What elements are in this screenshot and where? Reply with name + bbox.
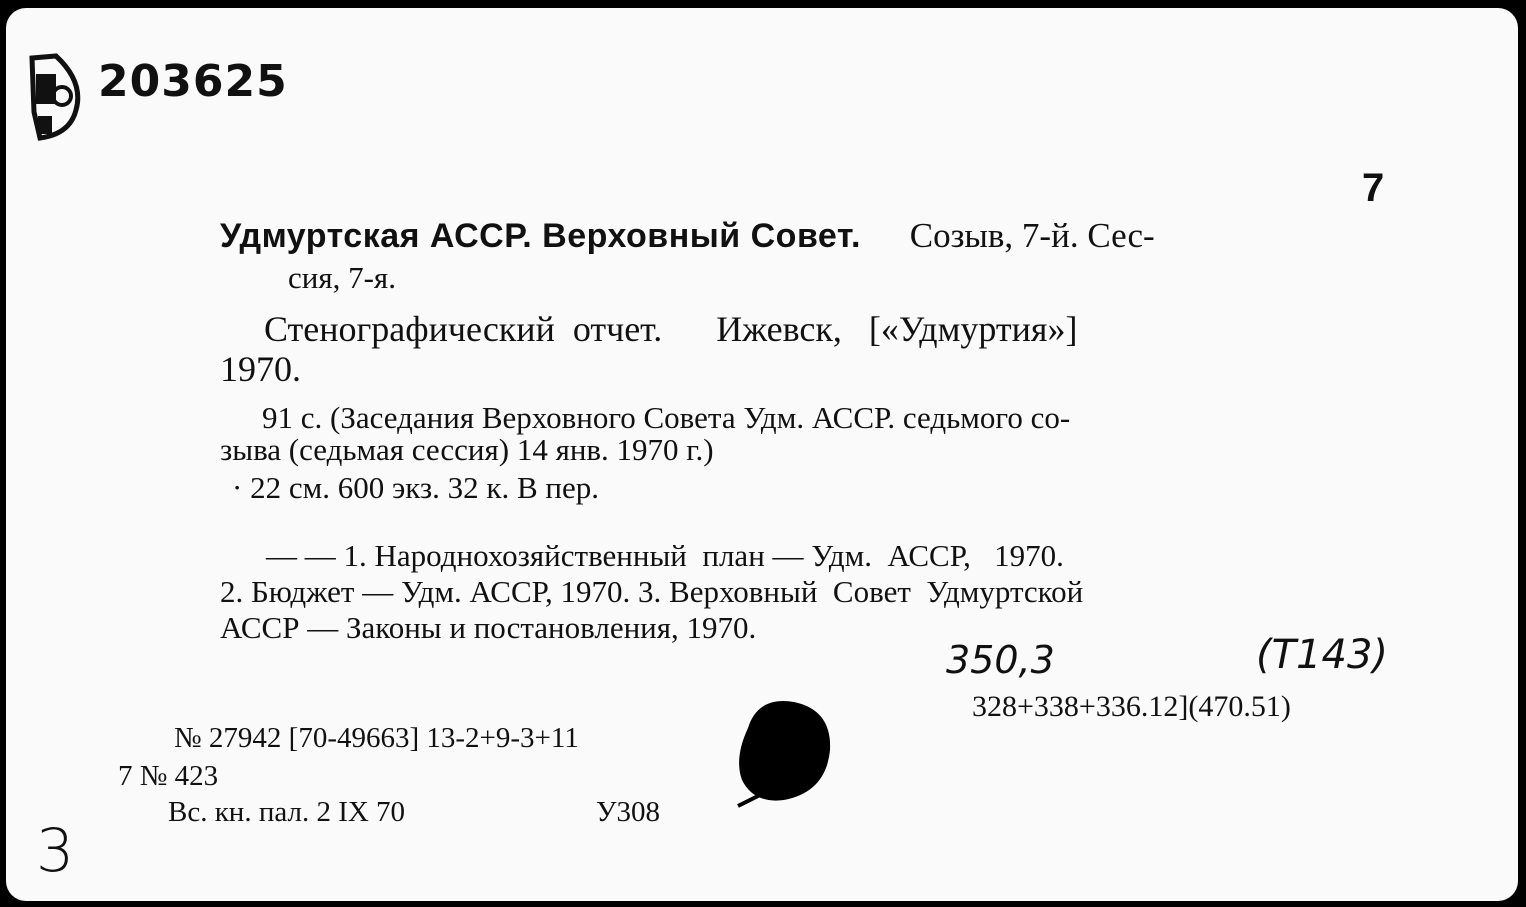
year-line: 1970. [220, 349, 301, 389]
subject-line-3: АССР — Законы и постановления, 1970. [220, 610, 757, 645]
handwritten-code-1: 350,3 [946, 638, 1055, 682]
corner-handwritten-mark: 3 [36, 816, 75, 886]
ink-blot-icon [728, 688, 836, 818]
classification-code: 328+338+336.12](470.51) [972, 690, 1291, 723]
chamber-line: Вс. кн. пал. 2 IX 70 [168, 796, 406, 828]
catalog-card [6, 8, 1518, 901]
registration-line: № 27942 [70-49663] 13-2+9-3+11 [174, 722, 579, 754]
heading-author: Удмуртская АССР. Верховный Совет. [220, 217, 861, 255]
description-line-2: зыва (седьмая сессия) 14 янв. 1970 г.) [220, 432, 714, 467]
volume-number: 7 [1362, 166, 1385, 210]
heading-line [220, 216, 1155, 256]
heading-session: Созыв, 7-й. Сес- [909, 216, 1155, 255]
description-line-3: · 22 см. 600 экз. 32 к. В пер. [232, 470, 599, 505]
subject-line-1: — — 1. Народнохозяйственный план — Удм. АССР, 1970. [266, 538, 1064, 573]
heading-continuation: сия, 7-я. [288, 260, 396, 295]
library-stamp-icon [26, 52, 88, 144]
inventory-number: 203625 [98, 56, 288, 107]
title-line: Стенографический отчет. Ижевск, [«Удмуртия»] [264, 309, 1078, 349]
chamber-code: У308 [596, 796, 661, 828]
order-line: 7 № 423 [118, 760, 219, 792]
subject-line-2: 2. Бюджет — Удм. АССР, 1970. 3. Верховный Совет Удмуртской [220, 574, 1084, 609]
handwritten-code-2: (Т143) [1256, 632, 1388, 678]
description-line-1: 91 с. (Заседания Верховного Совета Удм. АССР. седьмого со- [262, 400, 1071, 435]
